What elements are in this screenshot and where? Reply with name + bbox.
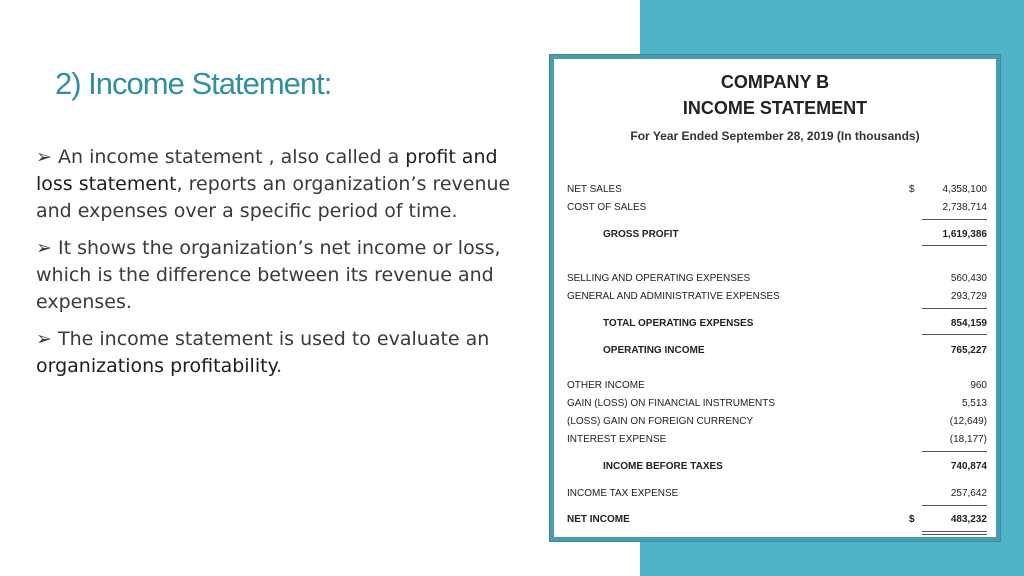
row-amount: 4,358,100 [942, 184, 987, 195]
row-amount: 560,430 [950, 273, 987, 284]
row-label: (LOSS) GAIN ON FOREIGN CURRENCY [567, 416, 754, 427]
row-amount: 960 [970, 380, 987, 391]
row-label: GAIN (LOSS) ON FINANCIAL INSTRUMENTS [567, 398, 775, 409]
subtotal-rule [922, 334, 987, 335]
row-label: INCOME BEFORE TAXES [603, 461, 723, 472]
row-label: INCOME TAX EXPENSE [567, 488, 679, 499]
bullet-text: It shows the organization’s net income or loss, which is the difference between its revenue and expenses. [36, 237, 501, 313]
row-amount: 2,738,714 [942, 202, 987, 213]
row-amount: 257,642 [950, 488, 987, 499]
arrow-bullet-icon: ➢ [36, 328, 52, 350]
bullet-highlight: organizations profitability [36, 355, 277, 377]
row-amount: 293,729 [950, 291, 987, 302]
row-amount: 1,619,386 [942, 229, 987, 240]
statement-period: For Year Ended September 28, 2019 (In thousands) [630, 129, 920, 143]
row-amount: (12,649) [949, 416, 987, 427]
bullet-item [36, 326, 536, 380]
subtotal-rule [922, 308, 987, 309]
subtotal-rule [922, 451, 987, 452]
bullet-text: , reports an organization’s revenue and expenses over a specific period of time. [36, 173, 511, 222]
statement-header [554, 69, 996, 121]
total-double-rule [922, 531, 987, 535]
statement-row [567, 229, 987, 245]
row-label: NET SALES [567, 184, 622, 195]
row-amount: 854,159 [950, 318, 987, 329]
statement-heading: INCOME STATEMENT [682, 98, 868, 118]
subtotal-rule [922, 245, 987, 246]
arrow-bullet-icon: ➢ [36, 237, 52, 259]
bullet-list [36, 144, 536, 390]
statement-row [567, 184, 987, 200]
statement-row [567, 380, 987, 396]
company-name: COMPANY B [720, 72, 830, 92]
row-currency: $ [909, 184, 915, 195]
row-label: OPERATING INCOME [603, 345, 705, 356]
row-label: COST OF SALES [567, 202, 647, 213]
bullet-text: The income statement is used to evaluate an [58, 328, 490, 350]
subtotal-rule [922, 505, 987, 506]
statement-row [567, 202, 987, 218]
row-amount: 765,227 [950, 345, 987, 356]
row-amount: (18,177) [949, 434, 987, 445]
row-label: NET INCOME [567, 514, 630, 525]
row-label: TOTAL OPERATING EXPENSES [603, 318, 754, 329]
income-statement-card [550, 55, 1000, 541]
row-label: GROSS PROFIT [603, 229, 679, 240]
row-amount: 483,232 [950, 514, 987, 525]
row-label: OTHER INCOME [567, 380, 645, 391]
row-label: INTEREST EXPENSE [567, 434, 667, 445]
statement-row [567, 318, 987, 334]
statement-row [567, 291, 987, 307]
subtotal-rule [922, 219, 987, 220]
bullet-text: . [276, 355, 283, 377]
row-label: GENERAL AND ADMINISTRATIVE EXPENSES [567, 291, 780, 302]
bullet-item [36, 144, 536, 225]
row-amount: 5,513 [961, 398, 987, 409]
arrow-bullet-icon: ➢ [36, 146, 52, 168]
statement-row [567, 488, 987, 504]
row-currency: $ [909, 514, 915, 525]
bullet-item [36, 235, 536, 316]
statement-row [567, 434, 987, 450]
statement-row [567, 273, 987, 289]
statement-row [567, 461, 987, 477]
statement-row [567, 514, 987, 530]
slide-title: 2) Income Statement: [55, 66, 332, 101]
bullet-text: An income statement , also called a [58, 146, 406, 168]
statement-row [567, 416, 987, 432]
row-label: SELLING AND OPERATING EXPENSES [567, 273, 751, 284]
statement-row [567, 345, 987, 361]
row-amount: 740,874 [950, 461, 987, 472]
statement-row [567, 398, 987, 414]
bullet-highlight: profit and loss statement [36, 146, 498, 195]
